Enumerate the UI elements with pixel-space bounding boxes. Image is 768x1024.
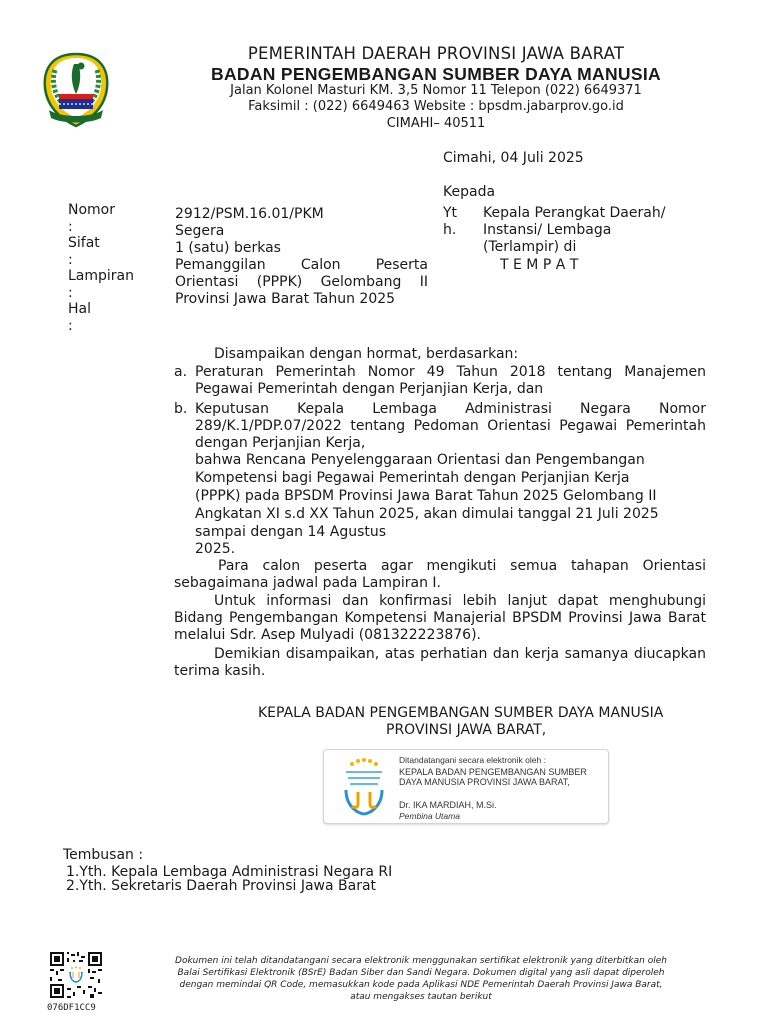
item-b-cont-line6: 2025. [195,541,236,557]
esign-office-line2: DAYA MANUSIA PROVINSI JAWA BARAT, [399,777,570,787]
notice-line-2: Balai Sertifikasi Elektronik (BSrE) Badan Siber dan Sandi Negara. Dokumen digital yang asli dapat diperoleh [177,968,665,978]
signatory-title-line1: KEPALA BADAN PENGEMBANGAN SUMBER DAYA MANUSIA [258,705,664,721]
nomor-value: 2912/PSM.16.01/PKM [175,206,324,222]
sifat-colon: : [68,252,73,268]
kop-city: CIMAHI– 40511 [386,116,486,131]
notice-line-4: atau mengakses tautan berikut [350,992,492,1002]
hal-colon: : [68,318,73,334]
tembusan-item-2: 2.Yth. Sekretaris Daerah Provinsi Jawa Barat [66,878,377,894]
bsre-signature-seal-icon [338,756,390,818]
paragraph-2: Untuk informasi dan konfirmasi lebih lanjut dapat menghubungi Bidang Pengembangan Kompetensi Manajerial BPSDM Provinsi Jawa Barat melalui Sdr. Asep Mulyadi (081322223876). [174,593,706,643]
hal-label: Hal [68,301,91,317]
tembusan-item-1: 1.Yth. Kepala Lembaga Administrasi Negara RI [66,864,393,880]
kop-address: Jalan Kolonel Masturi KM. 3,5 Nomor 11 Telepon (022) 6649371 [230,83,642,98]
item-b-text: Keputusan Kepala Lembaga Administrasi Negara Nomor 289/K.1/PDP.07/2022 tentang Pedoman Orientasi Pegawai Pemerintah dengan Perjanjian Kerja, [195,401,706,451]
item-b-cont-line1: bahwa Rencana Penyelenggaraan Orientasi dan Pengembangan [195,452,645,468]
nomor-colon: : [68,219,73,235]
sifat-value: Segera [175,223,225,239]
kop-agency-name: BADAN PENGEMBANGAN SUMBER DAYA MANUSIA [211,64,661,84]
paragraph-3: Demikian disampaikan, atas perhatian dan kerja samanya diucapkan terima kasih. [174,646,706,679]
item-b-cont-line2: Kompetensi bagi Pegawai Pemerintah dengan Perjanjian Kerja [195,470,630,486]
recipient-place: T E M P A T [500,257,579,273]
nomor-label: Nomor [68,202,115,218]
recipient-yth-text: Yth. [443,205,458,238]
item-a-marker: a. [174,364,188,380]
esign-office-line1: KEPALA BADAN PENGEMBANGAN SUMBER [399,767,587,777]
notice-line-3: dengan memindai QR Code, memasukkan kode pada Aplikasi NDE Pemerintah Daerah Provinsi Jawa Barat, [179,980,663,990]
esign-signatory-rank: Pembina Utama [399,811,460,821]
body-opening: Disampaikan dengan hormat, berdasarkan: [214,346,519,362]
qr-code-icon [48,950,104,1000]
letter-date: Cimahi, 04 Juli 2025 [443,150,584,166]
kop-contact: Faksimil : (022) 6649463 Website : bpsdm.jabarprov.go.id [248,99,624,114]
esign-caption: Ditandatangani secara elektronik oleh : [399,755,546,765]
recipient-kepada: Kepada [443,184,496,200]
paragraph-1: Para calon peserta agar mengikuti semua tahapan Orientasi sebagaimana jadwal pada Lampiran I. [174,558,706,591]
sifat-label: Sifat [68,235,100,251]
recipient-name-line2: Instansi/ Lembaga [483,222,612,238]
item-b-marker: b. [174,401,188,417]
recipient-name-line3: (Terlampir) di [483,239,577,255]
item-b-cont-line3: (PPPK) pada BPSDM Provinsi Jawa Barat Tahun 2025 Gelombang II [195,488,657,504]
recipient-yth [443,205,459,239]
tembusan-label: Tembusan : [63,847,144,863]
notice-line-1: Dokumen ini telah ditandatangani secara elektronik menggunakan sertifikat elektronik yang diterbitkan oleh [175,956,667,966]
item-a-text: Peraturan Pemerintah Nomor 49 Tahun 2018 tentang Manajemen Pegawai Pemerintah dengan Perjanjian Kerja, dan [195,364,706,397]
item-b-cont-line4: Angkatan XI s.d XX Tahun 2025, akan dimulai tanggal 21 Juli 2025 [195,506,659,522]
signatory-title-line2: PROVINSI JAWA BARAT, [386,722,547,738]
lampiran-colon: : [68,285,73,301]
hal-value: Pemanggilan Calon Peserta Orientasi (PPPK) Gelombang II Provinsi Jawa Barat Tahun 2025 [175,257,428,307]
esign-signatory-name: Dr. IKA MARDIAH, M.Si. [399,800,497,810]
kop-government-name: PEMERINTAH DAERAH PROVINSI JAWA BARAT [247,44,625,63]
qr-verification-code: 076DF1CC9 [47,1003,96,1013]
lampiran-value: 1 (satu) berkas [175,240,281,256]
lampiran-label: Lampiran [68,268,135,284]
recipient-name-line1: Kepala Perangkat Daerah/ [483,205,666,221]
item-b-cont-line5: sampai dengan 14 Agustus [195,524,387,540]
electronic-signature-box [323,749,609,824]
electronic-signature-notice [122,955,720,1003]
